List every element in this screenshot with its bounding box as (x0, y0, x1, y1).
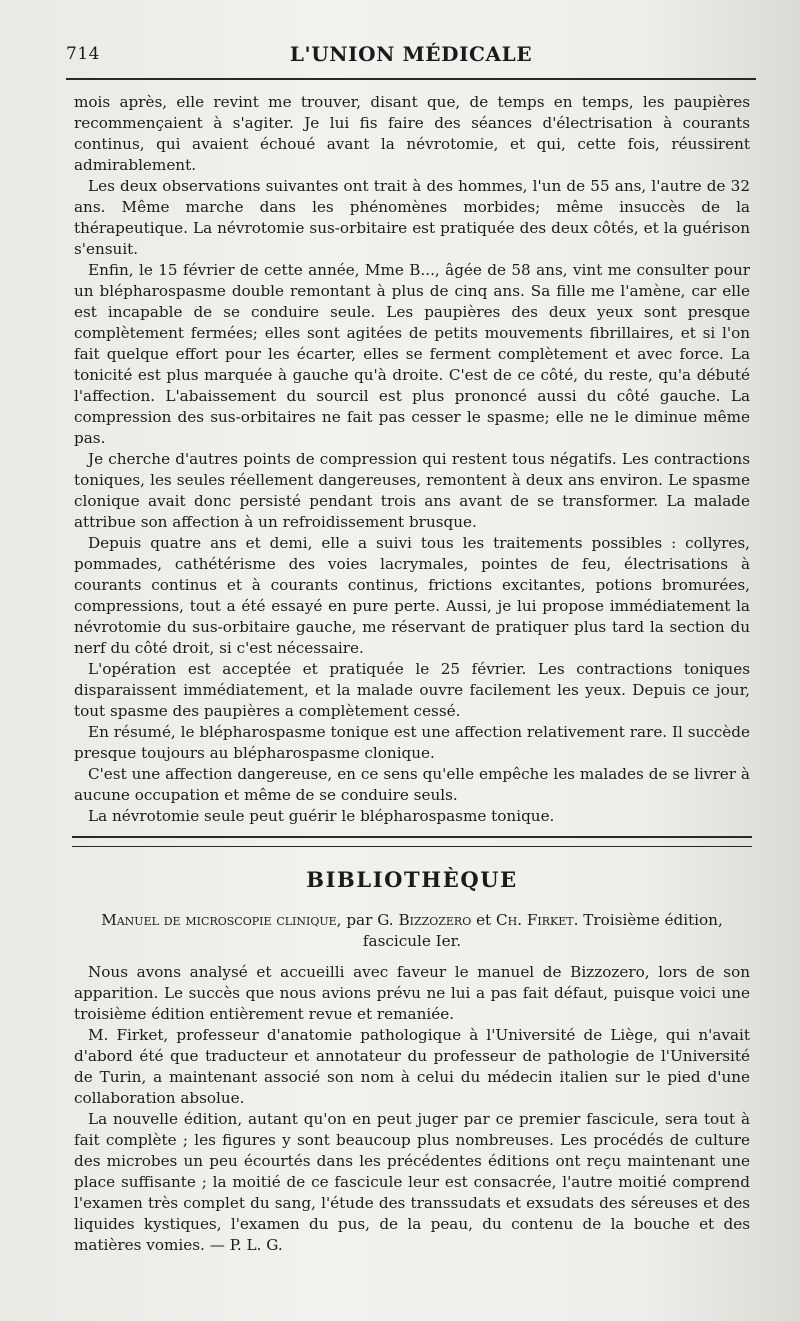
page-number: 714 (66, 44, 100, 64)
review-paragraph: Nous avons analysé et accueilli avec faveur le manuel de Bizzozero, lors de son apparition. Le succès que nous avions prévu ne lui a pas fait défaut, puisque voici une troisième édition entièrement revue et remaniée. (74, 963, 750, 1023)
article-paragraph: mois après, elle revint me trouver, disant que, de temps en temps, les paupières recommençaient à s'agiter. Je lui fis faire des séances d'électrisation à courants continus, qui avaient échoué avant la névrotomie, et qui, cette fois, réussirent admirablement. (74, 93, 750, 174)
book-reference (74, 910, 750, 952)
review-text (74, 962, 750, 1256)
book-by: par (346, 911, 373, 929)
review-paragraph: La nouvelle édition, autant qu'on en peut juger par ce premier fascicule, sera tout à fait complète ; les figures y sont beaucoup plus nombreuses. Les procédés de culture des microbes un peu écourtés dans les précédentes éditions ont reçu maintenant une place suffisante ; la moitié de ce fascicule leur est consacrée, l'autre moitié comprend l'examen très complet du sang, l'étude des transsudats et exsudats des séreuses et des liquides kystiques, l'examen du pus, de la peau, du contenu de la bouche et des matières vomies. — P. L. G. (74, 1110, 750, 1254)
page-header (66, 42, 756, 72)
section-title: BIBLIOTHÈQUE (306, 867, 518, 892)
header-rule (66, 78, 756, 80)
book-author-2: Ch. Firket. (495, 911, 579, 929)
article-continuation (74, 92, 750, 827)
page-body (74, 92, 750, 1256)
book-author-1: G. Bizzozero (377, 911, 472, 929)
article-paragraph: C'est une affection dangereuse, en ce sens qu'elle empêche les malades de se livrer à aucune occupation et même de se conduire seuls. (74, 765, 750, 804)
article-paragraph: Depuis quatre ans et demi, elle a suivi tous les traitements possibles : collyres, pommades, cathétérisme des voies lacrymales, pointes de feu, électrisations à courants continus et à courants continus, frictions excitantes, potions bromurées, compressions, tout a été essayé en pure perte. Aussi, je lui propose immédiatement la névrotomie du sus-orbitaire gauche, me réservant de pratiquer plus tard la section du nerf du côté droit, si c'est nécessaire. (74, 534, 750, 657)
article-paragraph: Les deux observations suivantes ont trait à des hommes, l'un de 55 ans, l'autre de 32 ans. Même marche dans les phénomènes morbides; même insuccès de la thérapeutique. La névrotomie sus-orbitaire est pratiquée des deux côtés, et la guérison s'ensuit. (74, 177, 750, 258)
article-paragraph: En résumé, le blépharospasme tonique est une affection relativement rare. Il succède presque toujours au blépharospasme clonique. (74, 723, 750, 762)
running-title: L'UNION MÉDICALE (289, 42, 533, 66)
book-edition: Troisième édition, fascicule Ier. (362, 911, 723, 950)
article-paragraph: Enfin, le 15 février de cette année, Mme B..., âgée de 58 ans, vint me consulter pour un blépharospasme double remontant à plus de cinq ans. Sa fille me l'amène, car elle est incapable de se conduire seule. Les paupières des deux yeux sont presque complètement fermées; elles sont agitées de petits mouvements fibrillaires, et si l'on fait quelque effort pour les écarter, elles se ferment complètement et avec force. La tonicité est plus marquée à gauche qu'à droite. C'est de ce côté, du reste, qu'a débuté l'affection. L'abaissement du sourcil est plus prononcé aussi du côté gauche. La compression des sus-orbitaires ne fait pas cesser le spasme; elle ne le diminue même pas. (74, 261, 750, 447)
review-paragraph: M. Firket, professeur d'anatomie pathologique à l'Université de Liège, qui n'avait d'abord été que traducteur et annotateur du professeur de pathologie de l'Université de Turin, a maintenant associé son nom à celui du médecin italien sur le pied d'une collaboration absolue. (74, 1026, 750, 1107)
book-title: Manuel de microscopie clinique, (101, 911, 342, 929)
article-paragraph: La névrotomie seule peut guérir le blépharospasme tonique. (88, 807, 555, 825)
book-and: et (476, 911, 492, 929)
section-divider (72, 836, 752, 847)
article-paragraph: L'opération est acceptée et pratiquée le 25 février. Les contractions toniques disparaissent immédiatement, et la malade ouvre facilement les yeux. Depuis ce jour, tout spasme des paupières a complètement cessé. (74, 660, 750, 720)
article-paragraph: Je cherche d'autres points de compression qui restent tous négatifs. Les contractions toniques, les seules réellement dangereuses, remontent à deux ans environ. Le spasme clonique avait donc persisté pendant trois ans avant de se transformer. La malade attribue son affection à un refroidissement brusque. (74, 450, 750, 531)
